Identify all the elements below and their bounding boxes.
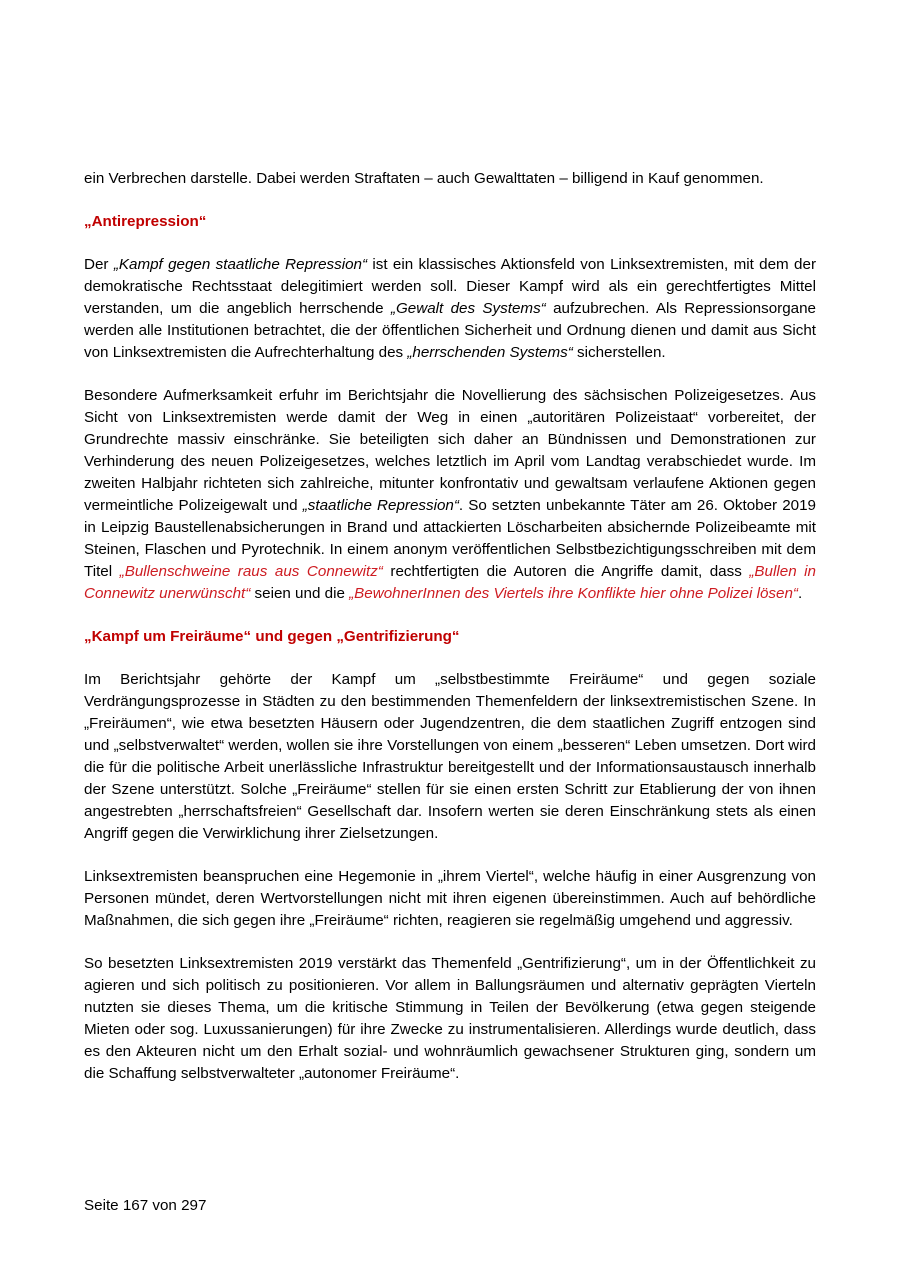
- italic-quote-kampf-gegen-repression: „Kampf gegen staatliche Repression“: [113, 256, 368, 273]
- text-run: .: [797, 585, 803, 602]
- page-content: [84, 168, 816, 1085]
- text-run: rechtfertigten die Autoren die Angriffe damit, dass: [382, 563, 750, 580]
- paragraph-antirepression-2: [84, 385, 816, 605]
- paragraph-antirepression-1: [84, 254, 816, 364]
- heading-antirepression: „Antirepression“: [84, 213, 207, 230]
- italic-quote-staatliche-repression: „staatliche Repression“: [302, 497, 459, 514]
- paragraph-continued: ein Verbrechen darstelle. Dabei werden Straftaten – auch Gewalttaten – billigend in Kauf genommen.: [84, 170, 764, 187]
- paragraph-freiraeume-3: So besetzten Linksextremisten 2019 verstärkt das Themenfeld „Gentrifizierung“, um in der Öffentlichkeit zu agieren und sich politisch zu positionieren. Vor allem in Ballungsräumen und alternativ geprägten Vierteln nutzten sie dieses Thema, um die kritische Stimmung in Teilen der Bevölkerung (etwa gegen steigende Mieten oder sog. Luxussanierungen) für ihre Zwecke zu instrumentalisieren. Allerdings wurde deutlich, dass es den Akteuren nicht um den Erhalt sozial- und wohnräumlich gewachsener Strukturen ging, sondern um die Schaffung selbstverwalteter „autonomer Freiräume“.: [84, 955, 816, 1082]
- red-quote-bewohnerinnen: „BewohnerInnen des Viertels ihre Konflikte hier ohne Polizei lösen“: [349, 585, 798, 602]
- italic-quote-herrschendes-system: „herrschenden Systems“: [407, 344, 573, 361]
- paragraph-freiraeume-1: Im Berichtsjahr gehörte der Kampf um „selbstbestimmte Freiräume“ und gegen soziale Verdrängungsprozesse in Städten zu den bestimmenden Themenfeldern der linksextremistischen Szene. In „Freiräumen“, wie etwa besetzten Häusern oder Jugendzentren, die dem staatlichen Zugriff entzogen sind und „selbstverwaltet“ werden, wollen sie ihre Vorstellungen von einem „besseren“ Leben umsetzen. Dort wird die für die politische Arbeit unerlässliche Infrastruktur bereitgestellt und der Informationsaustausch innerhalb der Szene unterstützt. Solche „Freiräume“ stellen für sie einen ersten Schritt zur Etablierung der von ihnen angestrebten „herrschaftsfreien“ Gesellschaft dar. Insofern werten sie deren Einschränkung stets als einen Angriff gegen die Verwirklichung ihrer Zielsetzungen.: [84, 671, 816, 842]
- text-run: aufzubrechen. Als Repressionsorgane werden alle Institutionen betrachtet, die der öffentlichen Sicherheit und Ordnung dienen und damit aus Sicht von Linksextremisten die Aufrechterhaltung des: [84, 300, 816, 361]
- red-quote-bullenschweine: „Bullenschweine raus aus Connewitz“: [119, 563, 383, 580]
- text-run: seien und die: [250, 585, 350, 602]
- heading-freiraeume-gentrifizierung: „Kampf um Freiräume“ und gegen „Gentrifizierung“: [84, 628, 460, 645]
- text-run: sicherstellen.: [572, 344, 666, 361]
- text-run: Der: [84, 256, 114, 273]
- text-run: Besondere Aufmerksamkeit erfuhr im Berichtsjahr die Novellierung des sächsischen Polizeigesetzes. Aus Sicht von Linksextremisten werde damit der Weg in einen „autoritären Polizeistaat“ vorbereitet, der Grundrechte massiv einschränke. Sie beteiligten sich daher an Bündnissen und Demonstrationen zur Verhinderung des neuen Polizeigesetzes, welches letztlich im April vom Landtag verabschiedet wurde. Im zweiten Halbjahr richteten sich zahlreiche, mitunter konfrontativ und gewaltsam verlaufene Aktionen gegen vermeintliche Polizeigewalt und: [84, 387, 816, 514]
- paragraph-freiraeume-2: Linksextremisten beanspruchen eine Hegemonie in „ihrem Viertel“, welche häufig in einer Ausgrenzung von Personen mündet, deren Wertvorstellungen nicht mit ihren eigenen übereinstimmen. Auch auf behördliche Maßnahmen, die sich gegen ihre „Freiräume“ richten, reagieren sie regelmäßig umgehend und aggressiv.: [84, 868, 816, 929]
- text-run: . So setzten unbekannte Täter am 26. Oktober 2019 in Leipzig Baustellenabsicherungen in Brand und attackierten Löscharbeiten absichernde Polizeibeamte mit Steinen, Flaschen und Pyrotechnik. In einem anonym veröffentlichen Selbstbezichtigungsschreiben mit dem Titel: [84, 497, 816, 580]
- italic-quote-gewalt-des-systems: „Gewalt des Systems“: [390, 300, 546, 317]
- red-quote-bullen-unerwuenscht: „Bullen in Connewitz unerwünscht“: [84, 563, 816, 602]
- text-run: ist ein klassisches Aktionsfeld von Linksextremisten, mit dem der demokratische Rechtsstaat delegitimiert werden soll. Dieser Kampf wird als ein gerechtfertigtes Mittel verstanden, um die angeblich herrschende: [84, 256, 816, 317]
- page-footer: Seite 167 von 297: [84, 1197, 207, 1214]
